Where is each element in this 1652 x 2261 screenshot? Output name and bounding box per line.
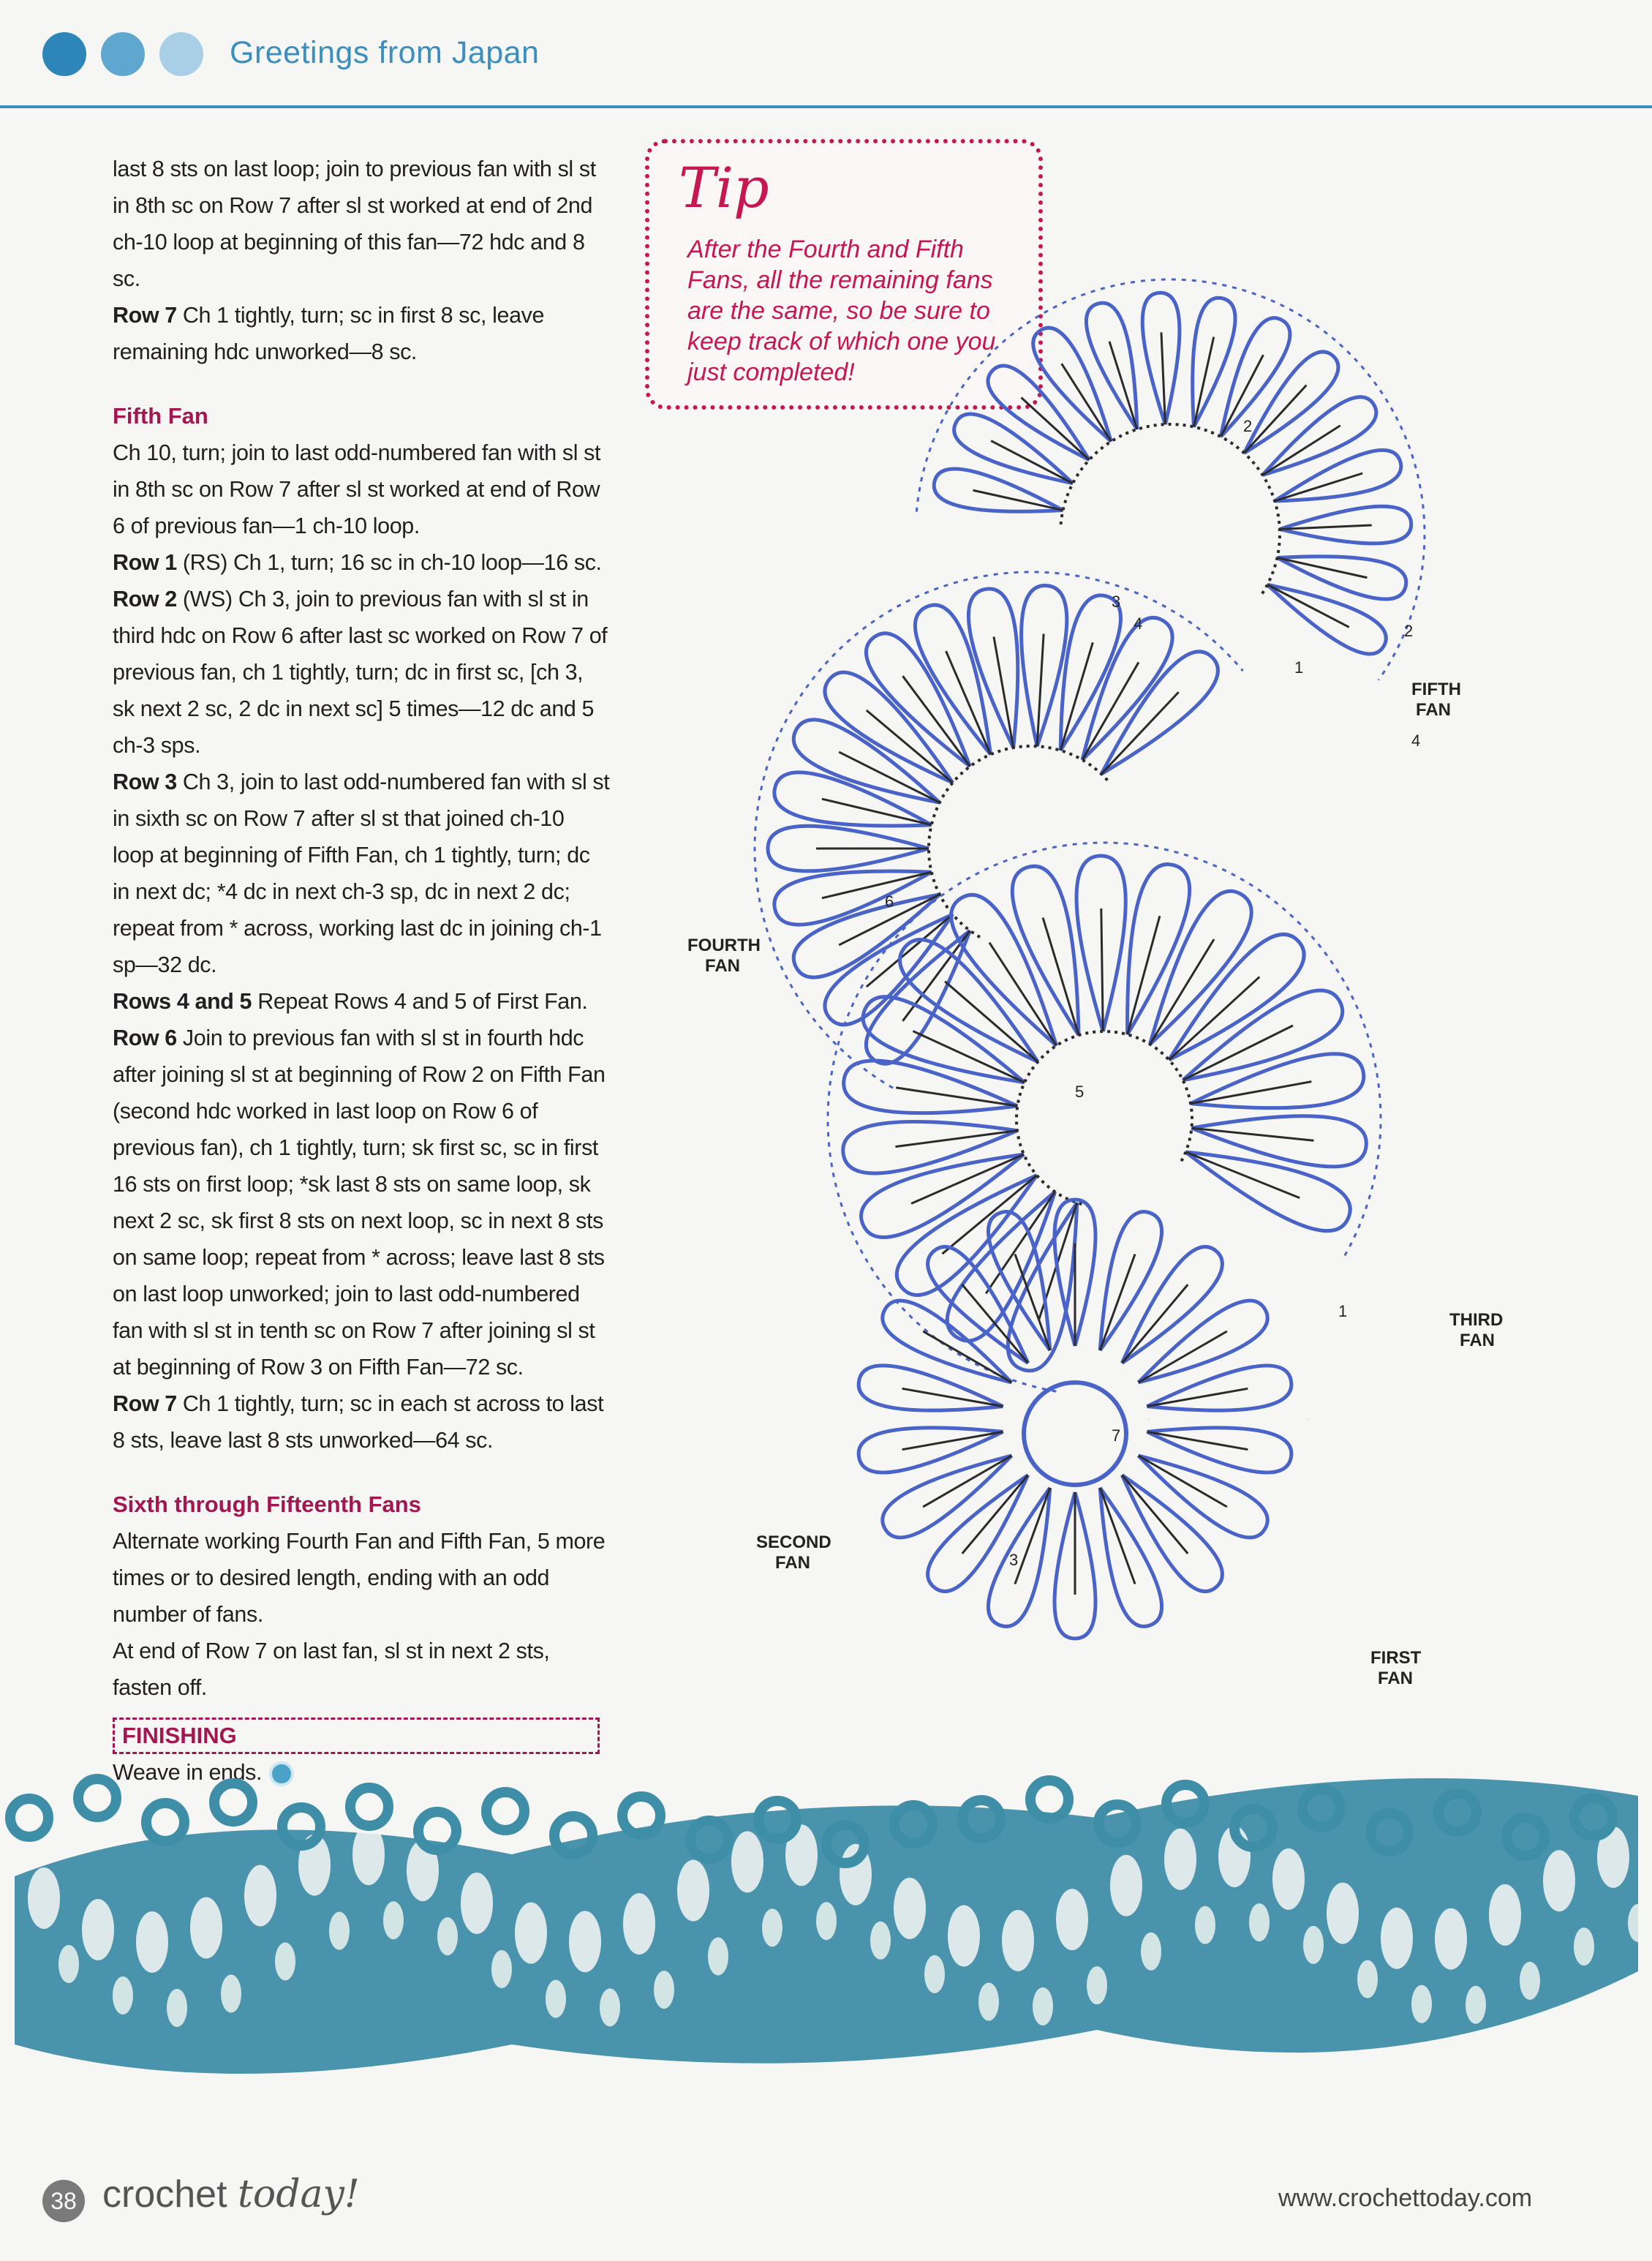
instruction-row: [113, 1385, 610, 1459]
header-dot-dark: [42, 32, 86, 76]
second-fan-label-line1: SECOND: [756, 1532, 831, 1552]
fifth-fan-heading: Fifth Fan: [113, 403, 208, 429]
strip-hole: [894, 1878, 926, 1939]
fourth-fan-label-line2: FAN: [705, 956, 740, 976]
row-label: Row 3: [113, 770, 177, 794]
strip-hole: [623, 1893, 655, 1955]
strip-scallop: [146, 1803, 184, 1841]
instruction-paragraph: At end of Row 7 on last fan, sl st in next 2 sts, fasten off.: [113, 1639, 550, 1700]
strip-scallop: [350, 1788, 388, 1826]
header-rule: [0, 105, 1652, 108]
row-text: (WS) Ch 3, join to previous fan with sl st in third hdc on Row 6 after last sc worked on Row 7 of previous fan, ch 1 tightly, turn; dc in first sc, [ch 3, sk next 2 sc, 2 dc in next sc] 5 times—12 dc and 5 ch-3 sps.: [113, 587, 608, 758]
strip-hole: [515, 1903, 547, 1964]
strip-hole: [924, 1955, 945, 1993]
instruction-paragraph: Ch 10, turn; join to last odd-numbered fan with sl st in 8th sc on Row 7 after sl st worked at end of Row 6 of previous fan—1 ch-10 loop.: [113, 440, 601, 538]
weave-text: Weave in ends.: [113, 1760, 263, 1785]
strip-hole: [1141, 1933, 1161, 1971]
petal: [1100, 1488, 1161, 1627]
strip-hole: [221, 1975, 241, 2013]
petal-spine: [822, 872, 932, 898]
row-label: Row 6: [113, 1026, 177, 1050]
first-fan-label-line2: FAN: [1378, 1669, 1413, 1688]
center-ring: [1024, 1382, 1126, 1485]
strip-scallop: [78, 1779, 116, 1817]
section-title: Greetings from Japan: [230, 35, 540, 70]
pattern-instructions: [113, 151, 610, 1791]
strip-hole: [1628, 1904, 1648, 1942]
strip-hole: [59, 1945, 79, 1983]
strip-hole: [113, 1976, 133, 2014]
tip-text: After the Fourth and Fifth Fans, all the remaining fans are the same, so be sure to keep track of which one you just completed!: [687, 236, 996, 386]
petal-spine: [822, 799, 932, 825]
strip-hole: [244, 1865, 276, 1926]
tip-title: Tip: [679, 155, 769, 220]
row-number: 3: [1009, 1551, 1019, 1569]
crochet-stitch-diagram: [658, 190, 1609, 1763]
row-label: Rows 4 and 5: [113, 989, 252, 1014]
strip-hole: [1327, 1883, 1359, 1944]
instruction-row: [113, 544, 610, 581]
strip-hole: [816, 1902, 837, 1940]
row-text: Repeat Rows 4 and 5 of First Fan.: [252, 989, 588, 1014]
row-number: 6: [885, 892, 894, 911]
strip-scallop: [10, 1799, 48, 1837]
strip-hole: [1381, 1908, 1413, 1969]
brand-word: crochet: [102, 2173, 238, 2216]
website-url: www.crochettoday.com: [1278, 2184, 1533, 2212]
row-number: 2: [1404, 622, 1414, 640]
strip-hole: [1466, 1986, 1486, 2024]
strip-hole: [731, 1831, 763, 1892]
brand-tagline: today!: [237, 2172, 360, 2216]
sixth-through-fifteenth-heading: Sixth through Fifteenth Fans: [113, 1491, 421, 1517]
strip-hole: [708, 1938, 728, 1976]
strip-hole: [383, 1901, 404, 1939]
strip-hole: [1056, 1889, 1088, 1950]
finished-fan-strip-photo: [0, 1752, 1652, 2110]
strip-hole: [461, 1873, 493, 1934]
page-number: 38: [42, 2180, 85, 2222]
row-label: Row 1: [113, 550, 177, 575]
strip-hole: [491, 1950, 512, 1988]
instruction-row: [113, 297, 610, 370]
strip-hole: [1543, 1850, 1575, 1911]
strip-hole: [329, 1912, 350, 1950]
strip-hole: [136, 1911, 168, 1973]
strip-scallop: [486, 1792, 524, 1830]
petal: [1191, 1116, 1366, 1167]
row-number: 1: [1294, 658, 1304, 677]
header-dot-medium: [101, 32, 145, 76]
strip-hole: [1164, 1829, 1196, 1890]
strip-hole: [654, 1971, 674, 2009]
strip-hole: [600, 1988, 620, 2026]
row-number: 1: [1338, 1302, 1348, 1320]
strip-hole: [978, 1983, 999, 2021]
petal: [988, 1488, 1049, 1627]
strip-hole: [437, 1917, 458, 1955]
row-number: 2: [1243, 417, 1253, 435]
strip-hole: [1574, 1927, 1594, 1965]
strip-hole: [275, 1942, 295, 1980]
petal-spine: [1191, 1082, 1311, 1104]
strip-hole: [1303, 1926, 1324, 1964]
strip-hole: [28, 1867, 60, 1929]
fan-shapes: [755, 279, 1425, 1639]
row-text: Ch 3, join to last odd-numbered fan with sl st in sixth sc on Row 7 after sl st that joined ch-10 loop at beginning of Fifth Fan, ch 1 tightly, turn; dc in next dc; *4 dc in next ch-3 sp, dc in next 2 dc; repeat from * across, working last dc in joining ch-1 sp—32 dc.: [113, 770, 610, 977]
row-label: Row 7: [113, 303, 177, 328]
header-dot-light: [159, 32, 203, 76]
page-header: [0, 0, 1652, 110]
finishing-heading: FINISHING: [113, 1718, 600, 1754]
second-fan-label-line2: FAN: [775, 1553, 810, 1573]
strip-hole: [1249, 1903, 1270, 1941]
petal: [1142, 293, 1180, 424]
petal: [844, 1061, 1018, 1113]
row-text: (RS) Ch 1, turn; 16 sc in ch-10 loop—16 sc.: [176, 550, 602, 575]
strip-hole: [546, 1980, 566, 2018]
petal: [1185, 1152, 1350, 1231]
instruction-row: [113, 983, 610, 1020]
instruction-paragraph: Alternate working Fourth Fan and Fifth Fan, 5 more times or to desired length, ending with an odd number of fans.: [113, 1529, 606, 1627]
picot-edge: [916, 279, 1425, 680]
strip-hole: [1272, 1848, 1305, 1910]
third-fan-label-line2: FAN: [1460, 1331, 1495, 1350]
row-number: 4: [1411, 731, 1421, 750]
fourth-fan-label-line1: FOURTH: [687, 936, 761, 955]
petal: [1100, 1211, 1161, 1350]
strip-hole: [1110, 1855, 1142, 1916]
page-footer: [0, 2165, 1652, 2253]
strip-hole: [1195, 1906, 1215, 1944]
petal: [843, 1121, 1017, 1173]
row-text: Join to previous fan with sl st in fourth hdc after joining sl st at beginning of Row 2 on Fifth Fan (second hdc worked in last loop on Row 6 of previous fan), ch 1 tightly, turn; sk first sc, sc in first 16 sts on first loop; *sk last 8 sts on same loop, sk next 2 sc, sk first 8 sts on next loop, sc in next 8 sts on same loop; repeat from * across; leave last 8 sts on last loop unworked; join to last odd-numbered fan with sl st in tenth sc on Row 7 after joining sl st at beginning of Row 3 on Fifth Fan—72 sc.: [113, 1026, 606, 1380]
row-number: 7: [1112, 1426, 1121, 1445]
row-label: Row 7: [113, 1391, 177, 1416]
row-label: Row 2: [113, 587, 177, 612]
row-number: 5: [1075, 1083, 1085, 1101]
strip-hole: [1033, 1987, 1053, 2025]
petal-spine: [1277, 557, 1367, 577]
base-arc: [1017, 1031, 1192, 1205]
strip-hole: [1087, 1966, 1107, 2004]
petal: [1275, 450, 1401, 501]
instruction-row: [113, 764, 610, 983]
strip-hole: [1489, 1884, 1521, 1946]
fifth-fan-label-line2: FAN: [1416, 700, 1451, 720]
petal: [1280, 506, 1411, 543]
strip-hole: [1435, 1908, 1467, 1970]
strip-hole: [762, 1908, 782, 1946]
instruction-row: [113, 581, 610, 764]
row-text: Ch 1 tightly, turn; sc in first 8 sc, leave remaining hdc unworked—8 sc.: [113, 303, 545, 364]
petal-spine: [1193, 337, 1213, 427]
instruction-paragraph: last 8 sts on last loop; join to previous fan with sl st in 8th sc on Row 7 after sl st worked at end of 2nd ch-10 loop at beginning of this fan—72 hdc and 8 sc.: [113, 157, 596, 291]
footer-brand: [102, 2172, 360, 2216]
second-fan: [859, 1200, 1308, 1639]
base-arc: [929, 746, 1109, 937]
petal-spine: [973, 490, 1063, 510]
fifth-fan: [916, 279, 1425, 680]
crochet-strip: [10, 1778, 1648, 2074]
instruction-row: [113, 1020, 610, 1385]
strip-hole: [1357, 1960, 1378, 1998]
first-fan-label-line1: FIRST: [1370, 1648, 1422, 1668]
row-number: 3: [1112, 592, 1121, 611]
strip-hole: [569, 1911, 601, 1972]
strip-hole: [167, 1989, 187, 2027]
petal: [1086, 303, 1137, 429]
strip-scallop: [214, 1783, 252, 1821]
row-number: 4: [1134, 614, 1143, 633]
fifth-fan-label-line1: FIFTH: [1411, 680, 1461, 699]
third-fan-label-line1: THIRD: [1449, 1310, 1504, 1330]
strip-hole: [352, 1824, 385, 1885]
strip-hole: [1002, 1910, 1034, 1971]
strip-hole: [82, 1899, 114, 1960]
petal-spine: [1101, 908, 1103, 1031]
strip-hole: [677, 1860, 709, 1922]
strip-hole: [1411, 1985, 1432, 2023]
strip-hole: [870, 1922, 891, 1960]
row-text: Ch 1 tightly, turn; sc in each st across to last 8 sts, leave last 8 sts unworked—64 sc.: [113, 1391, 604, 1453]
strip-hole: [948, 1906, 980, 1967]
strip-hole: [1520, 1962, 1540, 2000]
strip-hole: [190, 1897, 222, 1959]
